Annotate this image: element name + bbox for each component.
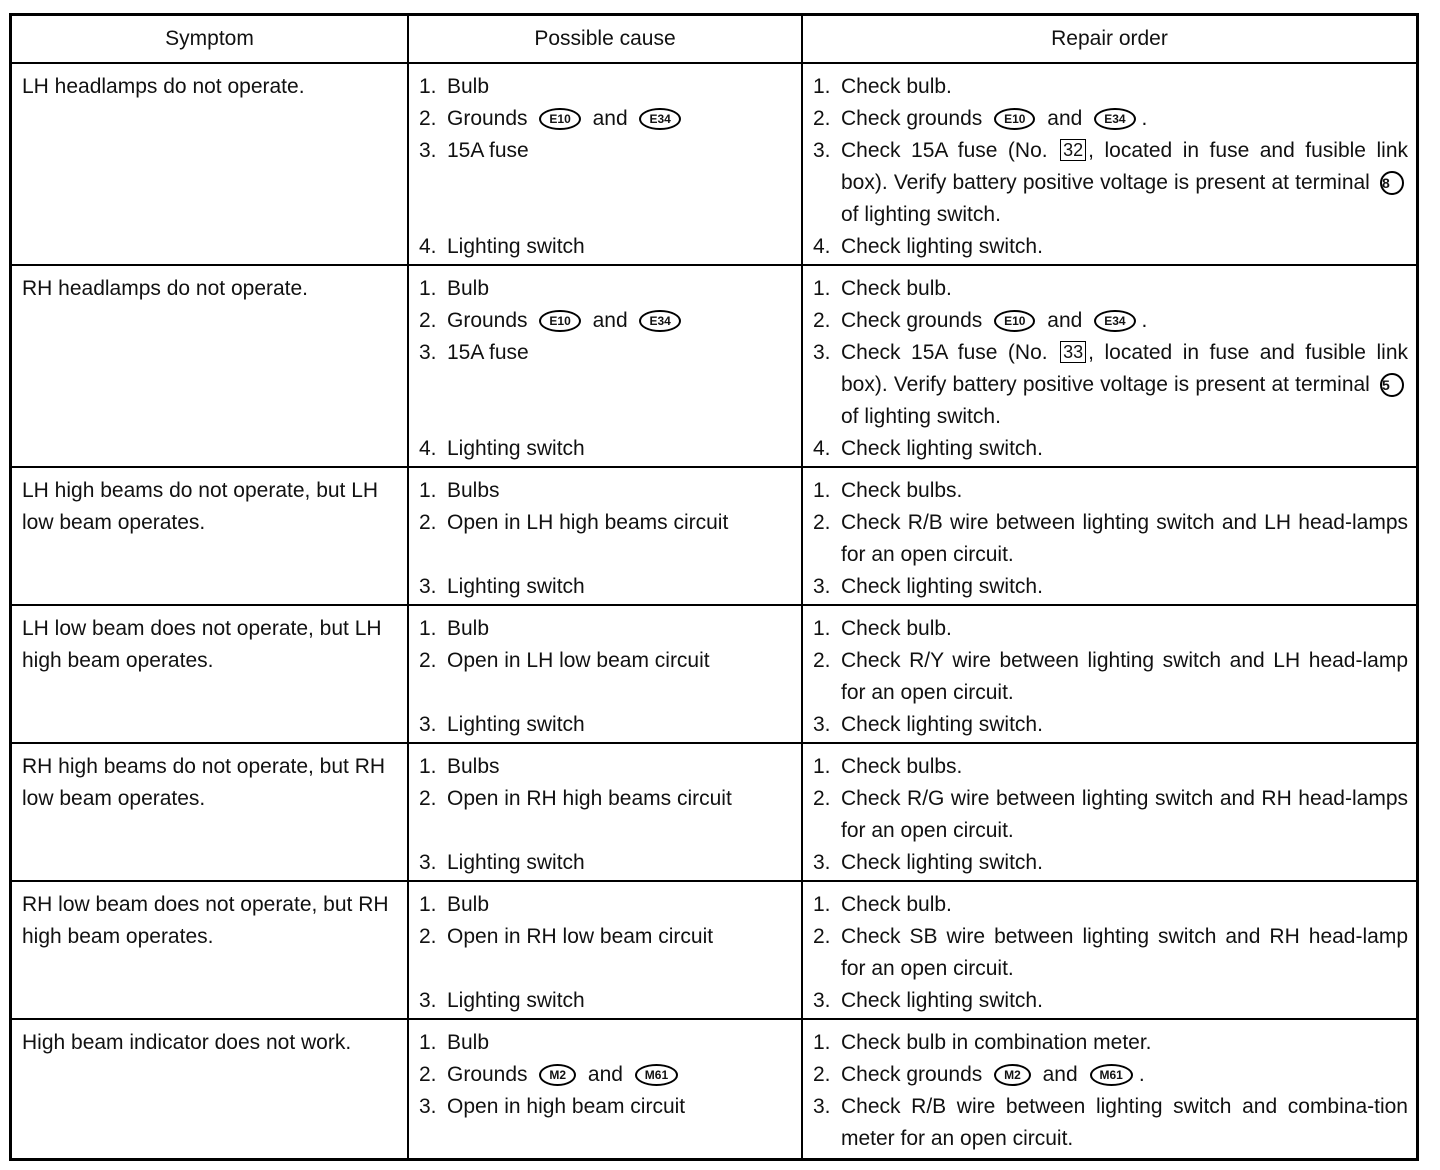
repair-item: 2. Check SB wire between lighting switch and RH head-lamp for an open circuit. — [813, 925, 1408, 980]
cause-cell — [409, 64, 801, 264]
connector-badge: M61 — [635, 1064, 678, 1086]
repair-item: 1. Check bulb. — [813, 893, 952, 916]
cause-item: 1. Bulb — [419, 75, 490, 98]
connector-badge: E10 — [539, 310, 580, 332]
header-repair-order: Repair order — [1051, 27, 1168, 50]
repair-item: 4. Check lighting switch. — [813, 437, 1043, 460]
cause-item: 1. Bulb — [419, 893, 490, 916]
cause-item: 1. Bulb — [419, 277, 490, 300]
connector-badge: E34 — [1094, 310, 1135, 332]
repair-cell — [803, 468, 1416, 604]
repair-item: 2. Check grounds M2 and M61 . — [813, 1063, 1145, 1086]
repair-item: 1. Check bulbs. — [813, 479, 963, 502]
terminal-number-badge: 8 — [1380, 171, 1404, 195]
repair-item: 1. Check bulb. — [813, 75, 952, 98]
symptom-cell: RH low beam does not operate, but RH high beam operates. — [22, 893, 389, 948]
symptom-cell: LH high beams do not operate, but LH low beam operates. — [22, 479, 379, 534]
symptom-cell: RH headlamps do not operate. — [22, 277, 309, 300]
cause-item: 1. Bulbs — [419, 755, 500, 778]
fuse-number-badge: 32 — [1060, 139, 1086, 161]
connector-badge: E34 — [1094, 108, 1135, 130]
connector-badge: M2 — [994, 1064, 1031, 1086]
header-possible-cause: Possible cause — [534, 27, 676, 50]
cause-item: 3. Lighting switch — [419, 575, 585, 598]
repair-item: 3. Check lighting switch. — [813, 851, 1043, 874]
cause-item: 2. Open in LH high beams circuit — [419, 511, 729, 534]
connector-badge: E34 — [639, 108, 680, 130]
repair-cell — [803, 882, 1416, 1018]
table-header-row — [12, 16, 1416, 62]
repair-item: 2. Check grounds E10 and E34 . — [813, 107, 1148, 130]
cause-item: 3. Lighting switch — [419, 851, 585, 874]
repair-item: 3. Check R/B wire between lighting switch and combina-tion meter for an open circuit. — [813, 1095, 1408, 1150]
fuse-number-badge: 33 — [1060, 341, 1086, 363]
symptom-cell: LH low beam does not operate, but LH high beam operates. — [22, 617, 382, 672]
cause-item: 2. Open in RH high beams circuit — [419, 787, 732, 810]
cause-item: 3. Open in high beam circuit — [419, 1095, 686, 1118]
repair-item: 2. Check R/B wire between lighting switch and LH head-lamps for an open circuit. — [813, 511, 1408, 566]
repair-item: 3. Check lighting switch. — [813, 575, 1043, 598]
cause-item: 2. Grounds M2 and M61 — [419, 1059, 795, 1091]
table-row — [12, 264, 1416, 466]
cause-item: 3. Lighting switch — [419, 989, 585, 1012]
table-row — [12, 742, 1416, 880]
repair-item: 3. Check 15A fuse (No. 32 , located in fuse and fusible link box). Verify battery positive voltage is present at terminal 8 of lighting switch. — [813, 139, 1408, 226]
repair-item: 3. Check 15A fuse (No. 33 , located in fuse and fusible link box). Verify battery positive voltage is present at terminal 5 of lighting switch. — [813, 341, 1408, 428]
repair-item: 1. Check bulb. — [813, 617, 952, 640]
repair-cell — [803, 744, 1416, 880]
table-row — [12, 880, 1416, 1018]
repair-item: 1. Check bulb. — [813, 277, 952, 300]
repair-item: 2. Check R/G wire between lighting switch and RH head-lamps for an open circuit. — [813, 787, 1408, 842]
header-symptom: Symptom — [165, 27, 254, 50]
repair-item: 1. Check bulb in combination meter. — [813, 1031, 1152, 1054]
cause-cell — [409, 606, 801, 742]
repair-item: 4. Check lighting switch. — [813, 235, 1043, 258]
cause-item: 3. 15A fuse — [419, 341, 529, 364]
cause-cell — [409, 882, 801, 1018]
connector-badge: E10 — [994, 310, 1035, 332]
repair-cell — [803, 1020, 1416, 1158]
connector-badge: M61 — [1090, 1064, 1133, 1086]
table-row — [12, 604, 1416, 742]
repair-item: 1. Check bulbs. — [813, 755, 963, 778]
connector-badge: M2 — [539, 1064, 576, 1086]
cause-item: 3. 15A fuse — [419, 139, 529, 162]
terminal-number-badge: 5 — [1380, 373, 1404, 397]
cause-item: 1. Bulbs — [419, 479, 500, 502]
cause-item: 2. Open in LH low beam circuit — [419, 649, 710, 672]
cause-item: 2. Grounds E10 and E34 — [419, 103, 795, 135]
connector-badge: E10 — [539, 108, 580, 130]
repair-item: 2. Check R/Y wire between lighting switch and LH head-lamp for an open circuit. — [813, 649, 1408, 704]
cause-item: 4. Lighting switch — [419, 437, 585, 460]
cause-cell — [409, 744, 801, 880]
repair-cell — [803, 266, 1416, 466]
table-row — [12, 466, 1416, 604]
cause-item: 2. Open in RH low beam circuit — [419, 925, 714, 948]
cause-cell — [409, 468, 801, 604]
connector-badge: E34 — [639, 310, 680, 332]
cause-item: 2. Grounds E10 and E34 — [419, 305, 795, 337]
repair-item: 3. Check lighting switch. — [813, 713, 1043, 736]
cause-item: 3. Lighting switch — [419, 713, 585, 736]
repair-cell — [803, 606, 1416, 742]
troubleshooting-table — [9, 13, 1419, 1161]
connector-badge: E10 — [994, 108, 1035, 130]
repair-item: 2. Check grounds E10 and E34 . — [813, 309, 1148, 332]
cause-cell — [409, 266, 801, 466]
table-row — [12, 1018, 1416, 1158]
symptom-cell: LH headlamps do not operate. — [22, 75, 305, 98]
symptom-cell: RH high beams do not operate, but RH low beam operates. — [22, 755, 386, 810]
symptom-cell: High beam indicator does not work. — [22, 1031, 352, 1054]
repair-cell — [803, 64, 1416, 264]
table-row — [12, 62, 1416, 264]
repair-item: 3. Check lighting switch. — [813, 989, 1043, 1012]
cause-item: 1. Bulb — [419, 1031, 490, 1054]
cause-item: 4. Lighting switch — [419, 235, 585, 258]
cause-item: 1. Bulb — [419, 617, 490, 640]
cause-cell — [409, 1020, 801, 1158]
